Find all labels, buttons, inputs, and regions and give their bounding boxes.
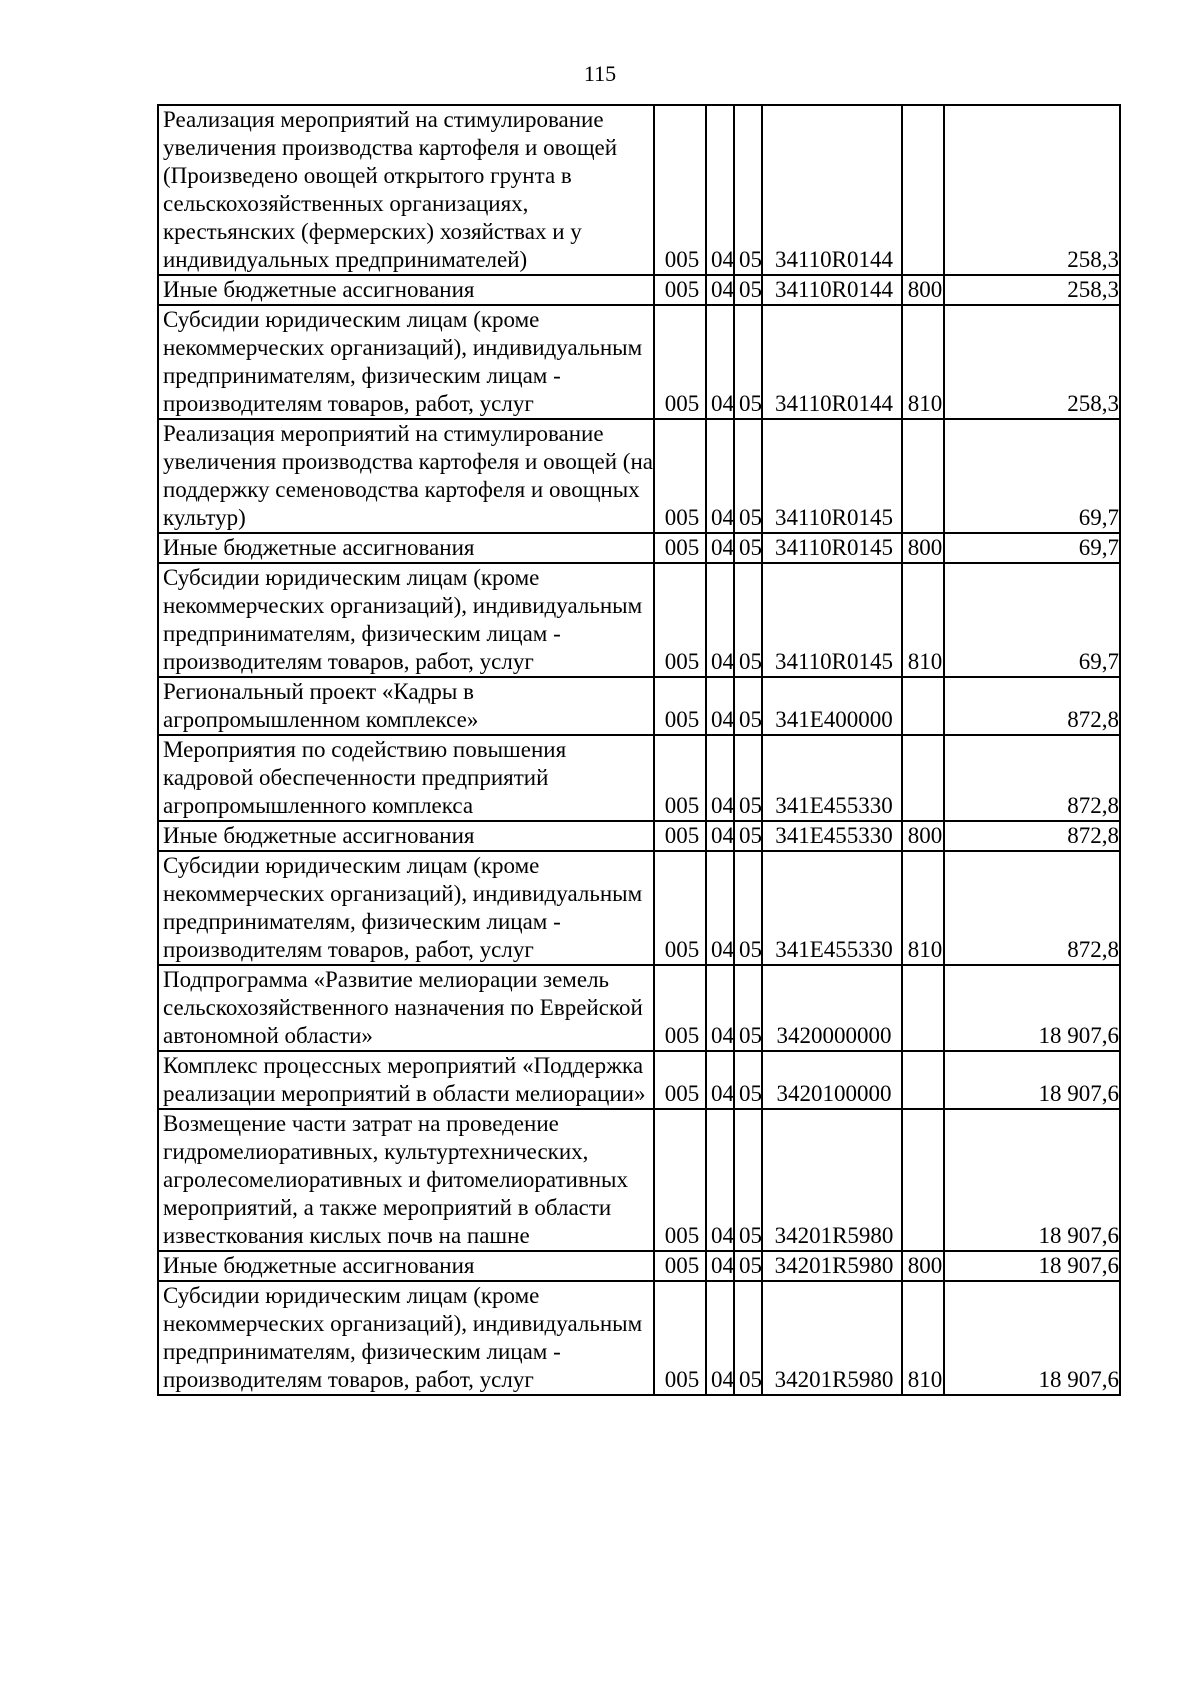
table-row bbox=[158, 419, 1120, 533]
expense-name-cell: Субсидии юридическим лицам (кроме некоммерческих организаций), индивидуальным предпринимателям, физическим лицам - производителям товаров, работ, услуг bbox=[158, 1281, 654, 1395]
expense-name-cell: Иные бюджетные ассигнования bbox=[158, 275, 654, 305]
amount-cell: 69,7 bbox=[944, 533, 1120, 563]
subsection-code-cell: 05 bbox=[734, 419, 762, 533]
target-article-cell: 34201R5980 bbox=[762, 1251, 902, 1281]
amount-cell: 69,7 bbox=[944, 563, 1120, 677]
amount-cell: 18 907,6 bbox=[944, 1051, 1120, 1109]
table-row bbox=[158, 563, 1120, 677]
amount-cell: 872,8 bbox=[944, 851, 1120, 965]
amount-cell: 18 907,6 bbox=[944, 1109, 1120, 1251]
expense-type-cell: 810 bbox=[902, 851, 944, 965]
table-row bbox=[158, 1109, 1120, 1251]
expense-type-cell: 800 bbox=[902, 821, 944, 851]
subsection-code-cell: 05 bbox=[734, 1051, 762, 1109]
target-article-cell: 3420100000 bbox=[762, 1051, 902, 1109]
ministry-code-cell: 005 bbox=[654, 1251, 706, 1281]
table-row bbox=[158, 533, 1120, 563]
expense-name-cell: Региональный проект «Кадры в агропромышленном комплексе» bbox=[158, 677, 654, 735]
expense-type-cell: 810 bbox=[902, 1281, 944, 1395]
amount-cell: 258,3 bbox=[944, 305, 1120, 419]
section-code-cell: 04 bbox=[706, 1281, 734, 1395]
expense-name-cell: Мероприятия по содействию повышения кадровой обеспеченности предприятий агропромышленного комплекса bbox=[158, 735, 654, 821]
amount-cell: 18 907,6 bbox=[944, 1281, 1120, 1395]
section-code-cell: 04 bbox=[706, 851, 734, 965]
page-number: 115 bbox=[583, 61, 617, 86]
expense-type-cell: 810 bbox=[902, 563, 944, 677]
target-article-cell: 34201R5980 bbox=[762, 1281, 902, 1395]
target-article-cell: 34110R0144 bbox=[762, 105, 902, 275]
subsection-code-cell: 05 bbox=[734, 677, 762, 735]
section-code-cell: 04 bbox=[706, 1051, 734, 1109]
section-code-cell: 04 bbox=[706, 965, 734, 1051]
section-code-cell: 04 bbox=[706, 105, 734, 275]
table-row bbox=[158, 1251, 1120, 1281]
target-article-cell: 34110R0145 bbox=[762, 419, 902, 533]
target-article-cell: 341E455330 bbox=[762, 821, 902, 851]
table-row bbox=[158, 735, 1120, 821]
target-article-cell: 34110R0144 bbox=[762, 275, 902, 305]
subsection-code-cell: 05 bbox=[734, 851, 762, 965]
amount-cell: 69,7 bbox=[944, 419, 1120, 533]
budget-table-body bbox=[158, 105, 1120, 1395]
expense-name-cell: Иные бюджетные ассигнования bbox=[158, 1251, 654, 1281]
expense-name-cell: Субсидии юридическим лицам (кроме некоммерческих организаций), индивидуальным предпринимателям, физическим лицам - производителям товаров, работ, услуг bbox=[158, 563, 654, 677]
expense-name-cell: Субсидии юридическим лицам (кроме некоммерческих организаций), индивидуальным предпринимателям, физическим лицам - производителям товаров, работ, услуг bbox=[158, 305, 654, 419]
ministry-code-cell: 005 bbox=[654, 1281, 706, 1395]
expense-name-cell: Иные бюджетные ассигнования bbox=[158, 533, 654, 563]
table-row bbox=[158, 1281, 1120, 1395]
expense-name-cell: Реализация мероприятий на стимулирование увеличения производства картофеля и овощей (Произведено овощей открытого грунта в сельскохозяйственных организациях, крестьянских (фермерских) хозяйствах и у индивидуальных предпринимателей) bbox=[158, 105, 654, 275]
expense-name-cell: Возмещение части затрат на проведение гидромелиоративных, культуртехнических, агролесомелиоративных и фитомелиоративных мероприятий, а также мероприятий в области известкования кислых почв на пашне bbox=[158, 1109, 654, 1251]
section-code-cell: 04 bbox=[706, 419, 734, 533]
expense-type-cell: 810 bbox=[902, 305, 944, 419]
ministry-code-cell: 005 bbox=[654, 677, 706, 735]
expense-name-cell: Подпрограмма «Развитие мелиорации земель сельскохозяйственного назначения по Еврейской автономной области» bbox=[158, 965, 654, 1051]
expense-type-cell bbox=[902, 677, 944, 735]
section-code-cell: 04 bbox=[706, 677, 734, 735]
subsection-code-cell: 05 bbox=[734, 105, 762, 275]
section-code-cell: 04 bbox=[706, 533, 734, 563]
target-article-cell: 34110R0145 bbox=[762, 533, 902, 563]
ministry-code-cell: 005 bbox=[654, 563, 706, 677]
table-row bbox=[158, 275, 1120, 305]
table-row bbox=[158, 1051, 1120, 1109]
table-row bbox=[158, 305, 1120, 419]
section-code-cell: 04 bbox=[706, 275, 734, 305]
table-row bbox=[158, 105, 1120, 275]
target-article-cell: 341E400000 bbox=[762, 677, 902, 735]
expense-type-cell bbox=[902, 735, 944, 821]
expense-type-cell bbox=[902, 419, 944, 533]
amount-cell: 258,3 bbox=[944, 105, 1120, 275]
target-article-cell: 341E455330 bbox=[762, 735, 902, 821]
subsection-code-cell: 05 bbox=[734, 533, 762, 563]
amount-cell: 872,8 bbox=[944, 821, 1120, 851]
subsection-code-cell: 05 bbox=[734, 965, 762, 1051]
amount-cell: 18 907,6 bbox=[944, 965, 1120, 1051]
table-row bbox=[158, 851, 1120, 965]
expense-name-cell: Комплекс процессных мероприятий «Поддержка реализации мероприятий в области мелиорации» bbox=[158, 1051, 654, 1109]
target-article-cell: 3420000000 bbox=[762, 965, 902, 1051]
section-code-cell: 04 bbox=[706, 821, 734, 851]
ministry-code-cell: 005 bbox=[654, 1109, 706, 1251]
expense-name-cell: Субсидии юридическим лицам (кроме некоммерческих организаций), индивидуальным предпринимателям, физическим лицам - производителям товаров, работ, услуг bbox=[158, 851, 654, 965]
budget-table bbox=[157, 104, 1121, 1396]
table-row bbox=[158, 821, 1120, 851]
expense-type-cell: 800 bbox=[902, 533, 944, 563]
target-article-cell: 34201R5980 bbox=[762, 1109, 902, 1251]
target-article-cell: 34110R0144 bbox=[762, 305, 902, 419]
ministry-code-cell: 005 bbox=[654, 735, 706, 821]
ministry-code-cell: 005 bbox=[654, 275, 706, 305]
subsection-code-cell: 05 bbox=[734, 1109, 762, 1251]
ministry-code-cell: 005 bbox=[654, 1051, 706, 1109]
ministry-code-cell: 005 bbox=[654, 851, 706, 965]
section-code-cell: 04 bbox=[706, 735, 734, 821]
subsection-code-cell: 05 bbox=[734, 821, 762, 851]
amount-cell: 258,3 bbox=[944, 275, 1120, 305]
expense-type-cell bbox=[902, 1109, 944, 1251]
subsection-code-cell: 05 bbox=[734, 305, 762, 419]
expense-name-cell: Иные бюджетные ассигнования bbox=[158, 821, 654, 851]
ministry-code-cell: 005 bbox=[654, 305, 706, 419]
expense-name-cell: Реализация мероприятий на стимулирование увеличения производства картофеля и овощей (на поддержку семеноводства картофеля и овощных культур) bbox=[158, 419, 654, 533]
subsection-code-cell: 05 bbox=[734, 275, 762, 305]
amount-cell: 872,8 bbox=[944, 735, 1120, 821]
subsection-code-cell: 05 bbox=[734, 563, 762, 677]
section-code-cell: 04 bbox=[706, 563, 734, 677]
section-code-cell: 04 bbox=[706, 1109, 734, 1251]
expense-type-cell: 800 bbox=[902, 1251, 944, 1281]
subsection-code-cell: 05 bbox=[734, 1251, 762, 1281]
ministry-code-cell: 005 bbox=[654, 533, 706, 563]
expense-type-cell bbox=[902, 105, 944, 275]
table-row bbox=[158, 677, 1120, 735]
ministry-code-cell: 005 bbox=[654, 821, 706, 851]
ministry-code-cell: 005 bbox=[654, 419, 706, 533]
expense-type-cell bbox=[902, 965, 944, 1051]
subsection-code-cell: 05 bbox=[734, 1281, 762, 1395]
amount-cell: 18 907,6 bbox=[944, 1251, 1120, 1281]
target-article-cell: 34110R0145 bbox=[762, 563, 902, 677]
ministry-code-cell: 005 bbox=[654, 965, 706, 1051]
subsection-code-cell: 05 bbox=[734, 735, 762, 821]
table-row bbox=[158, 965, 1120, 1051]
section-code-cell: 04 bbox=[706, 305, 734, 419]
target-article-cell: 341E455330 bbox=[762, 851, 902, 965]
expense-type-cell bbox=[902, 1051, 944, 1109]
section-code-cell: 04 bbox=[706, 1251, 734, 1281]
ministry-code-cell: 005 bbox=[654, 105, 706, 275]
expense-type-cell: 800 bbox=[902, 275, 944, 305]
amount-cell: 872,8 bbox=[944, 677, 1120, 735]
